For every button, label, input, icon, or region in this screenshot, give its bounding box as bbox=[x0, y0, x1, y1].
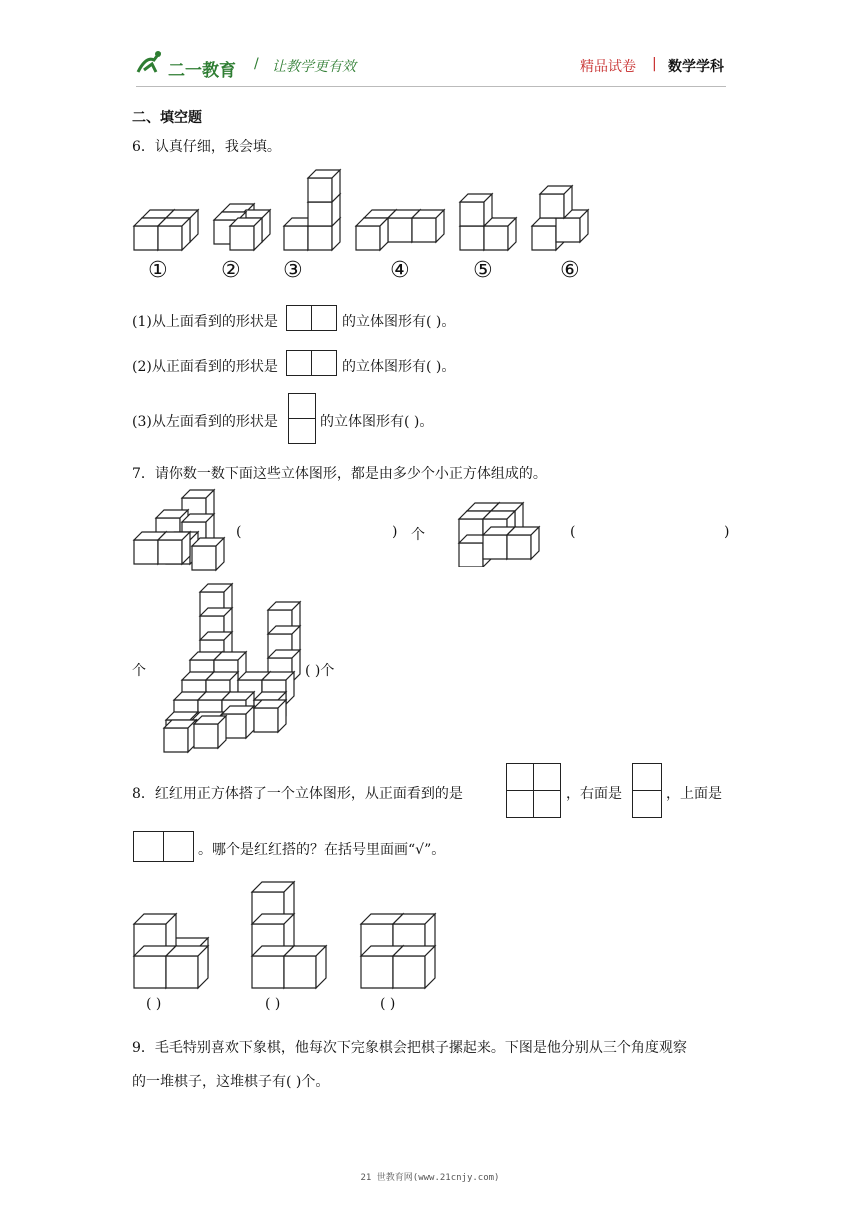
q6-figures bbox=[130, 168, 610, 253]
header-separator: / bbox=[254, 56, 259, 72]
q9-line1: 9．毛毛特别喜欢下象棋，他每次下完象棋会把棋子摞起来。下图是他分别从三个角度观察 bbox=[132, 1040, 687, 1056]
q7-blank1-open: ( bbox=[236, 524, 242, 540]
section-title: 二、填空题 bbox=[132, 110, 202, 126]
header-divider: | bbox=[652, 56, 657, 72]
figure-label-5: ⑤ bbox=[473, 258, 493, 283]
q8-stem-b: ，右面是 bbox=[566, 786, 622, 802]
q8-options bbox=[130, 878, 450, 993]
figure-4 bbox=[356, 210, 444, 250]
q6-part3-suffix: 的立体图形有( )。 bbox=[320, 414, 434, 430]
page-footer: 21 世教育网(www.21cnjy.com) bbox=[360, 1173, 500, 1183]
option-a bbox=[134, 914, 208, 988]
runner-logo-icon bbox=[134, 46, 168, 78]
q6-part3-prefix: (3)从左面看到的形状是 bbox=[132, 414, 278, 430]
figure-label-2: ② bbox=[221, 258, 241, 283]
q8-stem-a: 8．红红用正方体搭了一个立体图形，从正面看到的是 bbox=[132, 786, 463, 802]
brand-slogan: 让教学更有效 bbox=[272, 59, 356, 75]
figure-1 bbox=[134, 210, 198, 250]
header-rule bbox=[136, 86, 726, 87]
q8-answer-c[interactable]: ( ) bbox=[380, 996, 396, 1012]
header-tag-right: 数学学科 bbox=[668, 59, 724, 75]
q6-part1-suffix: 的立体图形有( )。 bbox=[342, 314, 456, 330]
q8-top-view bbox=[133, 831, 195, 862]
q6-stem: 6．认真仔细，我会填。 bbox=[132, 139, 281, 155]
q6-part1-prefix: (1)从上面看到的形状是 bbox=[132, 314, 278, 330]
q8-answer-a[interactable]: ( ) bbox=[146, 996, 162, 1012]
q8-stem-d: 。哪个是红红搭的？在括号里面画“√”。 bbox=[198, 842, 446, 858]
q7-blank2-close: ) bbox=[724, 524, 730, 540]
q8-answer-b[interactable]: ( ) bbox=[265, 996, 281, 1012]
q7-blank3: ( )个 bbox=[305, 663, 335, 679]
q6-part2-shape bbox=[286, 350, 338, 376]
header-tag-left: 精品试卷 bbox=[580, 59, 636, 75]
q8-stem-c: ，上面是 bbox=[666, 786, 722, 802]
option-b bbox=[252, 882, 326, 988]
q6-part2-prefix: (2)从正面看到的形状是 bbox=[132, 359, 278, 375]
figure-6 bbox=[532, 186, 588, 250]
q7-unit1: 个 bbox=[411, 527, 425, 543]
q7-figure-2 bbox=[455, 497, 555, 567]
q6-part2-suffix: 的立体图形有( )。 bbox=[342, 359, 456, 375]
q7-blank1-close: ) bbox=[392, 524, 398, 540]
figure-3 bbox=[284, 170, 340, 250]
figure-label-1: ① bbox=[148, 258, 168, 283]
logo bbox=[134, 46, 168, 78]
q6-part3-shape bbox=[288, 393, 316, 445]
option-c bbox=[361, 914, 435, 988]
brand-name: 二一教育 bbox=[168, 61, 236, 81]
q7-unit2: 个 bbox=[132, 663, 146, 679]
q7-figure-3 bbox=[160, 580, 310, 755]
q6-part1-shape bbox=[286, 305, 338, 331]
q7-figure-1 bbox=[130, 488, 230, 573]
figure-label-6: ⑥ bbox=[560, 258, 580, 283]
q7-stem: 7．请你数一数下面这些立体图形，都是由多少个小正方体组成的。 bbox=[132, 466, 547, 482]
figure-label-4: ④ bbox=[390, 258, 410, 283]
q7-blank2-open: ( bbox=[570, 524, 576, 540]
figure-5 bbox=[460, 194, 516, 250]
q9-line2: 的一堆棋子，这堆棋子有( )个。 bbox=[132, 1074, 330, 1090]
figure-label-3: ③ bbox=[283, 258, 303, 283]
q8-front-view bbox=[506, 763, 562, 819]
figure-2 bbox=[214, 204, 270, 250]
q8-right-view bbox=[632, 763, 662, 819]
